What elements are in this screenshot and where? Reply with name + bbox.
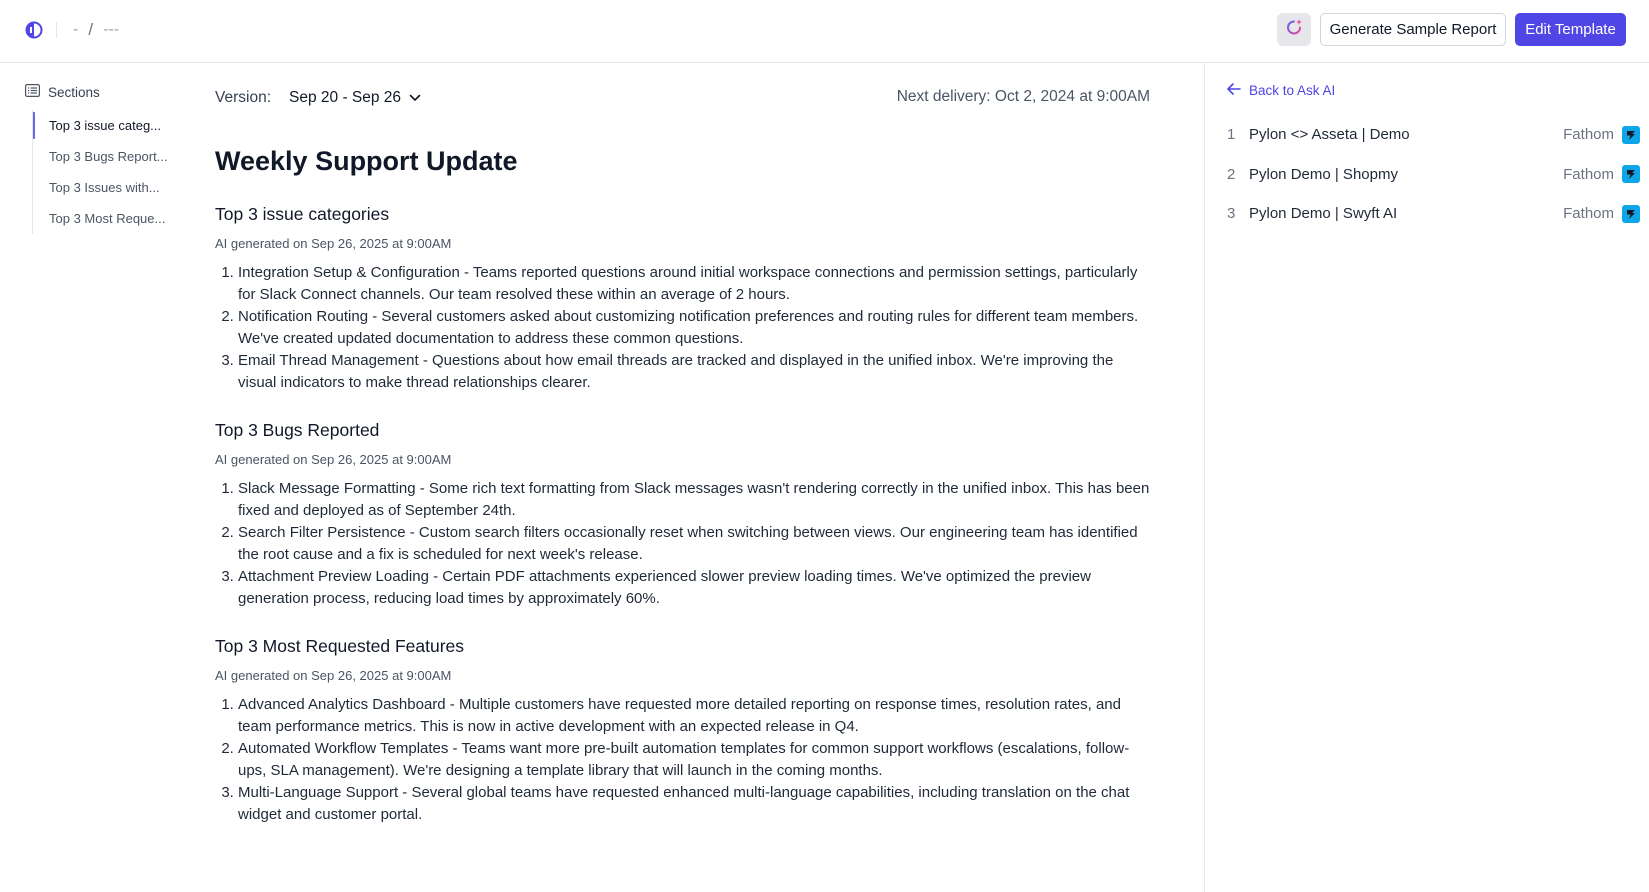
sections-heading <box>25 84 100 100</box>
list-item: 2. Notification Routing - Several customers asked about customizing notification preferences and routing rules for different team members. We've created updated documentation to address these common questions. <box>238 306 1150 350</box>
list-item: 2. Automated Workflow Templates - Teams want more pre-built automation templates for common support workflows (escalations, follow-ups, SLA management). We're designing a template library that will launch in the coming months. <box>238 738 1150 782</box>
version-value: Sep 20 - Sep 26 <box>289 89 402 106</box>
sections-item[interactable]: Top 3 issue categ... <box>33 110 182 141</box>
app-logo-icon[interactable] <box>24 20 44 40</box>
source-provider: Fathom <box>1563 126 1614 144</box>
section-list <box>215 478 1150 610</box>
next-delivery-text: Next delivery: Oct 2, 2024 at 9:00AM <box>896 88 1150 105</box>
section-generated-meta: AI generated on Sep 26, 2025 at 9:00AM <box>215 452 452 467</box>
section-title: Top 3 Bugs Reported <box>215 420 380 440</box>
source-title: Pylon Demo | Swyft AI <box>1249 205 1398 223</box>
sections-item[interactable]: Top 3 Most Reque... <box>49 211 166 226</box>
top-bar <box>0 0 1649 63</box>
list-item: 1. Integration Setup & Configuration - Teams reported questions around initial workspace connections and permission settings, particularly for Slack Connect channels. Our team resolved these within an average of 2 hours. <box>238 262 1150 306</box>
ai-sparkle-icon <box>1284 17 1304 42</box>
source-title: Pylon Demo | Shopmy <box>1249 165 1398 183</box>
section-title: Top 3 issue categories <box>215 204 390 224</box>
version-select[interactable] <box>289 89 421 107</box>
report-section <box>215 418 1150 610</box>
report-section <box>215 202 1150 394</box>
source-number: 1 <box>1227 126 1236 144</box>
sections-item[interactable]: Top 3 Bugs Report... <box>49 149 168 164</box>
section-list <box>215 694 1150 826</box>
source-list-item[interactable] <box>1227 155 1640 195</box>
source-title: Pylon <> Asseta | Demo <box>1249 126 1410 144</box>
section-generated-meta: AI generated on Sep 26, 2025 at 9:00AM <box>215 668 452 683</box>
version-row <box>215 84 1150 112</box>
sections-list <box>32 110 182 234</box>
back-link-label: Back to Ask AI <box>1249 83 1336 98</box>
breadcrumb <box>56 19 119 41</box>
report-content <box>215 84 1150 826</box>
back-to-ask-ai-link[interactable] <box>1227 83 1335 98</box>
report-section <box>215 634 1150 826</box>
section-list <box>215 262 1150 394</box>
source-list-item[interactable] <box>1227 115 1640 155</box>
arrow-left-icon <box>1227 83 1241 98</box>
fathom-icon <box>1622 165 1640 183</box>
chevron-down-icon <box>409 89 421 107</box>
list-item: 3. Attachment Preview Loading - Certain PDF attachments experienced slower preview loading times. We've optimized the preview generation process, reducing load times by approximately 60%. <box>238 566 1150 610</box>
source-provider: Fathom <box>1563 205 1614 223</box>
list-item: 2. Search Filter Persistence - Custom search filters occasionally reset when switching between views. Our engineering team has identified the root cause and a fix is scheduled for next week's release. <box>238 522 1150 566</box>
breadcrumb-separator: / <box>88 20 94 39</box>
breadcrumb-item-parent[interactable]: - <box>73 21 79 38</box>
source-list-item[interactable] <box>1227 194 1640 234</box>
source-number: 3 <box>1227 205 1236 223</box>
list-item: 3. Multi-Language Support - Several global teams have requested enhanced multi-language capabilities, including translation on the chat widget and customer portal. <box>238 782 1150 826</box>
section-generated-meta: AI generated on Sep 26, 2025 at 9:00AM <box>215 236 452 251</box>
list-item: 1. Advanced Analytics Dashboard - Multiple customers have requested more detailed reporting on response times, resolution rates, and team performance metrics. This is now in active development with an expected release in Q4. <box>238 694 1150 738</box>
source-provider: Fathom <box>1563 165 1614 183</box>
list-item: 1. Slack Message Formatting - Some rich text formatting from Slack messages wasn't rendering correctly in the unified inbox. This has been fixed and deployed as of September 24th. <box>238 478 1150 522</box>
fathom-icon <box>1622 205 1640 223</box>
breadcrumb-divider <box>56 22 57 38</box>
generate-sample-report-button[interactable]: Generate Sample Report <box>1320 13 1506 46</box>
report-title: Weekly Support Update <box>215 146 518 176</box>
version-label: Version: <box>215 89 272 106</box>
list-item: 3. Email Thread Management - Questions about how email threads are tracked and displayed in the unified inbox. We're improving the visual indicators to make thread relationships clearer. <box>238 350 1150 394</box>
edit-template-button[interactable]: Edit Template <box>1515 13 1626 46</box>
source-list <box>1227 115 1640 234</box>
ask-ai-panel <box>1204 63 1649 892</box>
fathom-icon <box>1622 126 1640 144</box>
section-title: Top 3 Most Requested Features <box>215 636 465 656</box>
sections-item[interactable]: Top 3 Issues with... <box>49 180 160 195</box>
list-icon <box>25 84 40 100</box>
breadcrumb-item-current[interactable]: --- <box>103 21 120 38</box>
sections-heading-label: Sections <box>48 84 100 100</box>
source-number: 2 <box>1227 165 1236 183</box>
ask-ai-button[interactable] <box>1277 13 1311 46</box>
